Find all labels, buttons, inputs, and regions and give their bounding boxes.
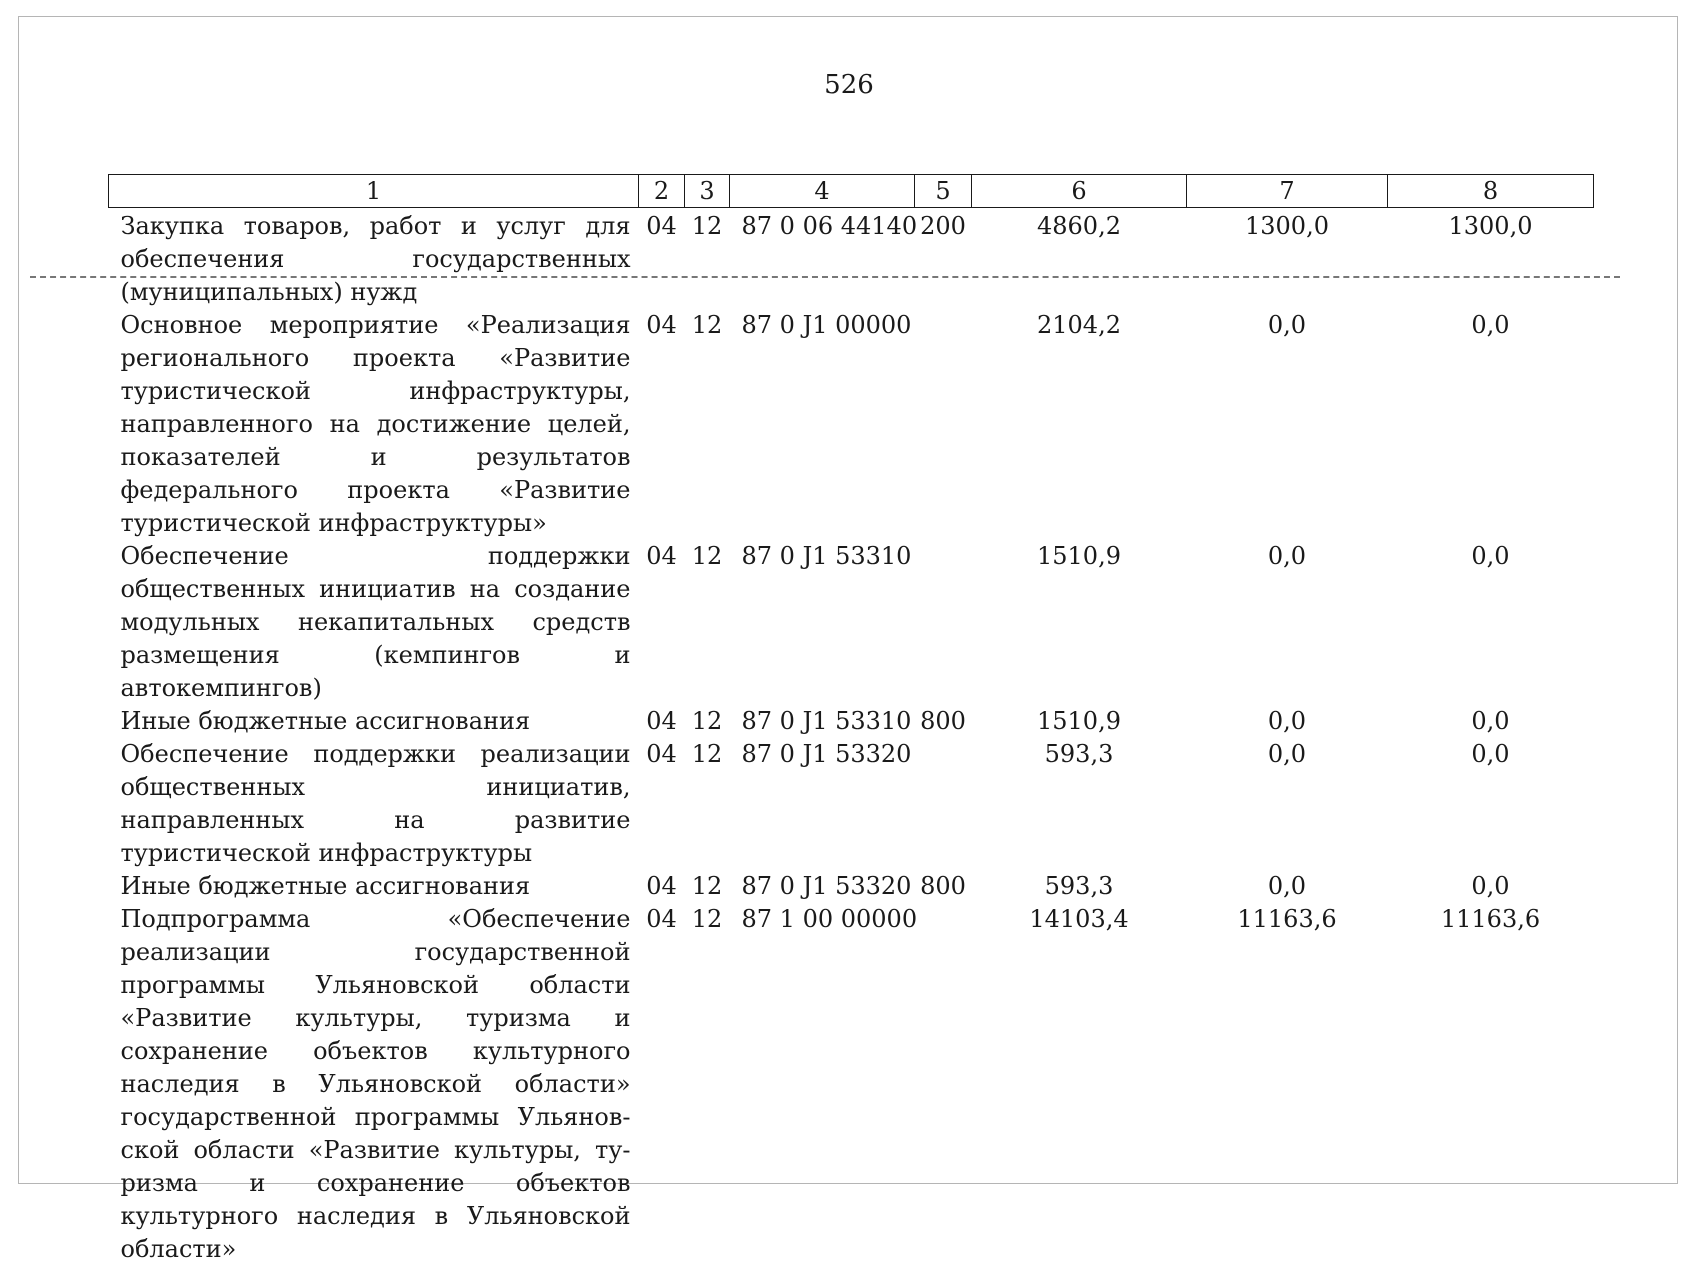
row-value-col8: 0,0 (1388, 870, 1594, 903)
header-col-1: 1 (109, 175, 639, 208)
header-col-4: 4 (730, 175, 915, 208)
row-section: 04 (639, 705, 685, 738)
header-col-7: 7 (1187, 175, 1388, 208)
row-target-code: 87 0 06 44140 (730, 208, 915, 310)
row-expense-type (915, 540, 972, 705)
row-target-code: 87 1 00 00000 (730, 903, 915, 1266)
row-section: 04 (639, 738, 685, 870)
row-value-col7: 0,0 (1187, 540, 1388, 705)
table-row (109, 738, 1594, 870)
row-value-col7: 1300,0 (1187, 208, 1388, 310)
row-subsection: 12 (685, 705, 730, 738)
header-col-2: 2 (639, 175, 685, 208)
row-value-col8: 0,0 (1388, 540, 1594, 705)
row-section: 04 (639, 870, 685, 903)
row-name: Обеспечение поддержки общественных инициатив на создание модульных некапитальных средств размещения (кемпингов и автокемпингов) (109, 540, 639, 705)
row-section: 04 (639, 208, 685, 310)
row-value-col7: 0,0 (1187, 705, 1388, 738)
row-expense-type: 800 (915, 870, 972, 903)
header-col-8: 8 (1388, 175, 1594, 208)
row-target-code: 87 0 J1 53310 (730, 705, 915, 738)
table-row (109, 870, 1594, 903)
table-row (109, 705, 1594, 738)
row-value-col8: 0,0 (1388, 309, 1594, 540)
row-name: Иные бюджетные ассигнования (109, 705, 639, 738)
row-name: Закупка товаров, работ и услуг для обеспечения государственных (муниципальных) нужд (109, 208, 639, 310)
row-value-col8: 0,0 (1388, 738, 1594, 870)
row-subsection: 12 (685, 870, 730, 903)
row-value-col7: 0,0 (1187, 870, 1388, 903)
row-section: 04 (639, 903, 685, 1266)
row-value-col6: 593,3 (972, 738, 1187, 870)
row-value-col6: 1510,9 (972, 705, 1187, 738)
row-name: Основное мероприятие «Реализация регионального проекта «Развитие туристической инфраструктуры, направленного на достижение целей, показателей и результатов федерального проекта «Развитие туристической инфраструктуры» (109, 309, 639, 540)
table-body (109, 208, 1594, 1266)
row-expense-type (915, 903, 972, 1266)
table-row (109, 903, 1594, 1266)
header-col-3: 3 (685, 175, 730, 208)
row-value-col7: 0,0 (1187, 738, 1388, 870)
row-name: Подпрограмма «Обеспечение реализации государственной программы Ульяновской области «Развитие культуры, туризма и сохранение объектов культурного наследия в Ульяновской области» государственной программы Ульяновской области «Развитие культуры, туризма и сохранение объектов культурного наследия в Ульяновской области» (109, 903, 639, 1266)
table-row (109, 309, 1594, 540)
row-value-col8: 0,0 (1388, 705, 1594, 738)
header-col-6: 6 (972, 175, 1187, 208)
row-target-code: 87 0 J1 53320 (730, 738, 915, 870)
row-value-col6: 2104,2 (972, 309, 1187, 540)
row-name: Обеспечение поддержки реализации общественных инициатив, направленных на развитие туристической инфраструктуры (109, 738, 639, 870)
table-row (109, 540, 1594, 705)
row-expense-type: 800 (915, 705, 972, 738)
row-expense-type: 200 (915, 208, 972, 310)
row-value-col6: 593,3 (972, 870, 1187, 903)
row-value-col6: 4860,2 (972, 208, 1187, 310)
row-value-col6: 14103,4 (972, 903, 1187, 1266)
row-target-code: 87 0 J1 53320 (730, 870, 915, 903)
row-subsection: 12 (685, 738, 730, 870)
row-value-col7: 11163,6 (1187, 903, 1388, 1266)
header-row (109, 175, 1594, 208)
row-subsection: 12 (685, 540, 730, 705)
row-expense-type (915, 738, 972, 870)
row-value-col8: 1300,0 (1388, 208, 1594, 310)
row-expense-type (915, 309, 972, 540)
table-row (109, 208, 1594, 310)
row-subsection: 12 (685, 208, 730, 310)
row-subsection: 12 (685, 309, 730, 540)
row-section: 04 (639, 309, 685, 540)
row-value-col7: 0,0 (1187, 309, 1388, 540)
header-col-5: 5 (915, 175, 972, 208)
table-header (109, 175, 1594, 208)
row-target-code: 87 0 J1 53310 (730, 540, 915, 705)
row-name: Иные бюджетные ассигнования (109, 870, 639, 903)
page-number: 526 (0, 70, 1698, 100)
row-value-col8: 11163,6 (1388, 903, 1594, 1266)
row-value-col6: 1510,9 (972, 540, 1187, 705)
row-section: 04 (639, 540, 685, 705)
row-subsection: 12 (685, 903, 730, 1266)
budget-table (108, 174, 1594, 1266)
row-target-code: 87 0 J1 00000 (730, 309, 915, 540)
